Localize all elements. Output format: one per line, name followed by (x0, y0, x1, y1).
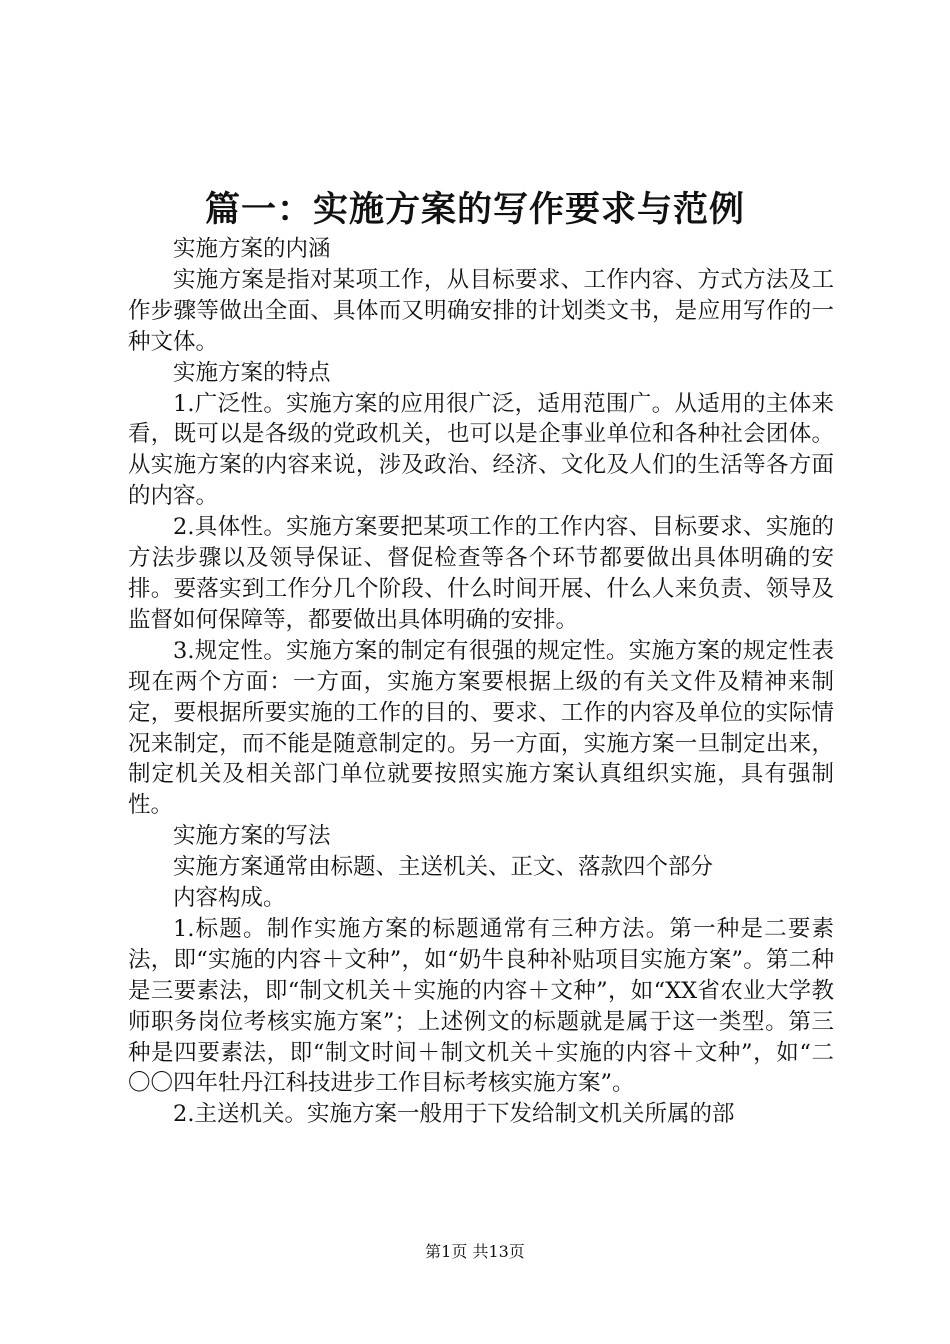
document-title: 篇一：实施方案的写作要求与范例 (204, 189, 745, 230)
page-number-footer: 第1页 共13页 (425, 1242, 525, 1261)
paragraph-structure-continued: 内容构成。 (173, 885, 286, 912)
paragraph-title-methods: 1.标题。制作实施方案的标题通常有三种方法。第一种是二要素法，即“实施的内容＋文种”，如“奶牛良种补贴项目实施方案”。第二种是三要素法，即“制文机关＋实施的内容＋文种”，如“XX省农业大学教师职务岗位考核实施方案”；上述例文的标题就是属于这一类型。第三种是四要素法，即“制文时间＋制文机关＋实施的内容＋文种”，如“二〇〇四年牡丹江科技进步工作目标考核实施方案”。 (128, 915, 834, 1097)
paragraph-feature-breadth: 1.广泛性。实施方案的应用很广泛，适用范围广。从适用的主体来看，既可以是各级的党政机关，也可以是企事业单位和各种社会团体。从实施方案的内容来说，涉及政治、经济、文化及人们的生活等各方面的内容。 (128, 390, 834, 510)
paragraph-feature-specificity: 2.具体性。实施方案要把某项工作的工作内容、目标要求、实施的方法步骤以及领导保证、督促检查等各个环节都要做出具体明确的安排。要落实到工作分几个阶段、什么时间开展、什么人来负责、领导及监督如何保障等，都要做出具体明确的安排。 (128, 514, 834, 633)
paragraph-structure-intro: 实施方案通常由标题、主送机关、正文、落款四个部分 (173, 854, 714, 881)
section-heading-writing: 实施方案的写法 (173, 823, 331, 850)
section-heading-connotation: 实施方案的内涵 (173, 236, 331, 262)
section-heading-features: 实施方案的特点 (173, 359, 331, 386)
paragraph-feature-regulation: 3.规定性。实施方案的制定有很强的规定性。实施方案的规定性表现在两个方面：一方面，实施方案要根据上级的有关文件及精神来制定，要根据所要实施的工作的目的、要求、工作的内容及单位的实际情况来制定，而不能是随意制定的。另一方面，实施方案一旦制定出来，制定机关及相关部门单位就要按照实施方案认真组织实施，具有强制性。 (128, 637, 834, 819)
document-body (128, 234, 834, 1130)
paragraph-definition: 实施方案是指对某项工作，从目标要求、工作内容、方式方法及工作步骤等做出全面、具体而又明确安排的计划类文书，是应用写作的一种文体。 (128, 266, 834, 355)
paragraph-recipient: 2.主送机关。实施方案一般用于下发给制文机关所属的部 (173, 1101, 735, 1128)
